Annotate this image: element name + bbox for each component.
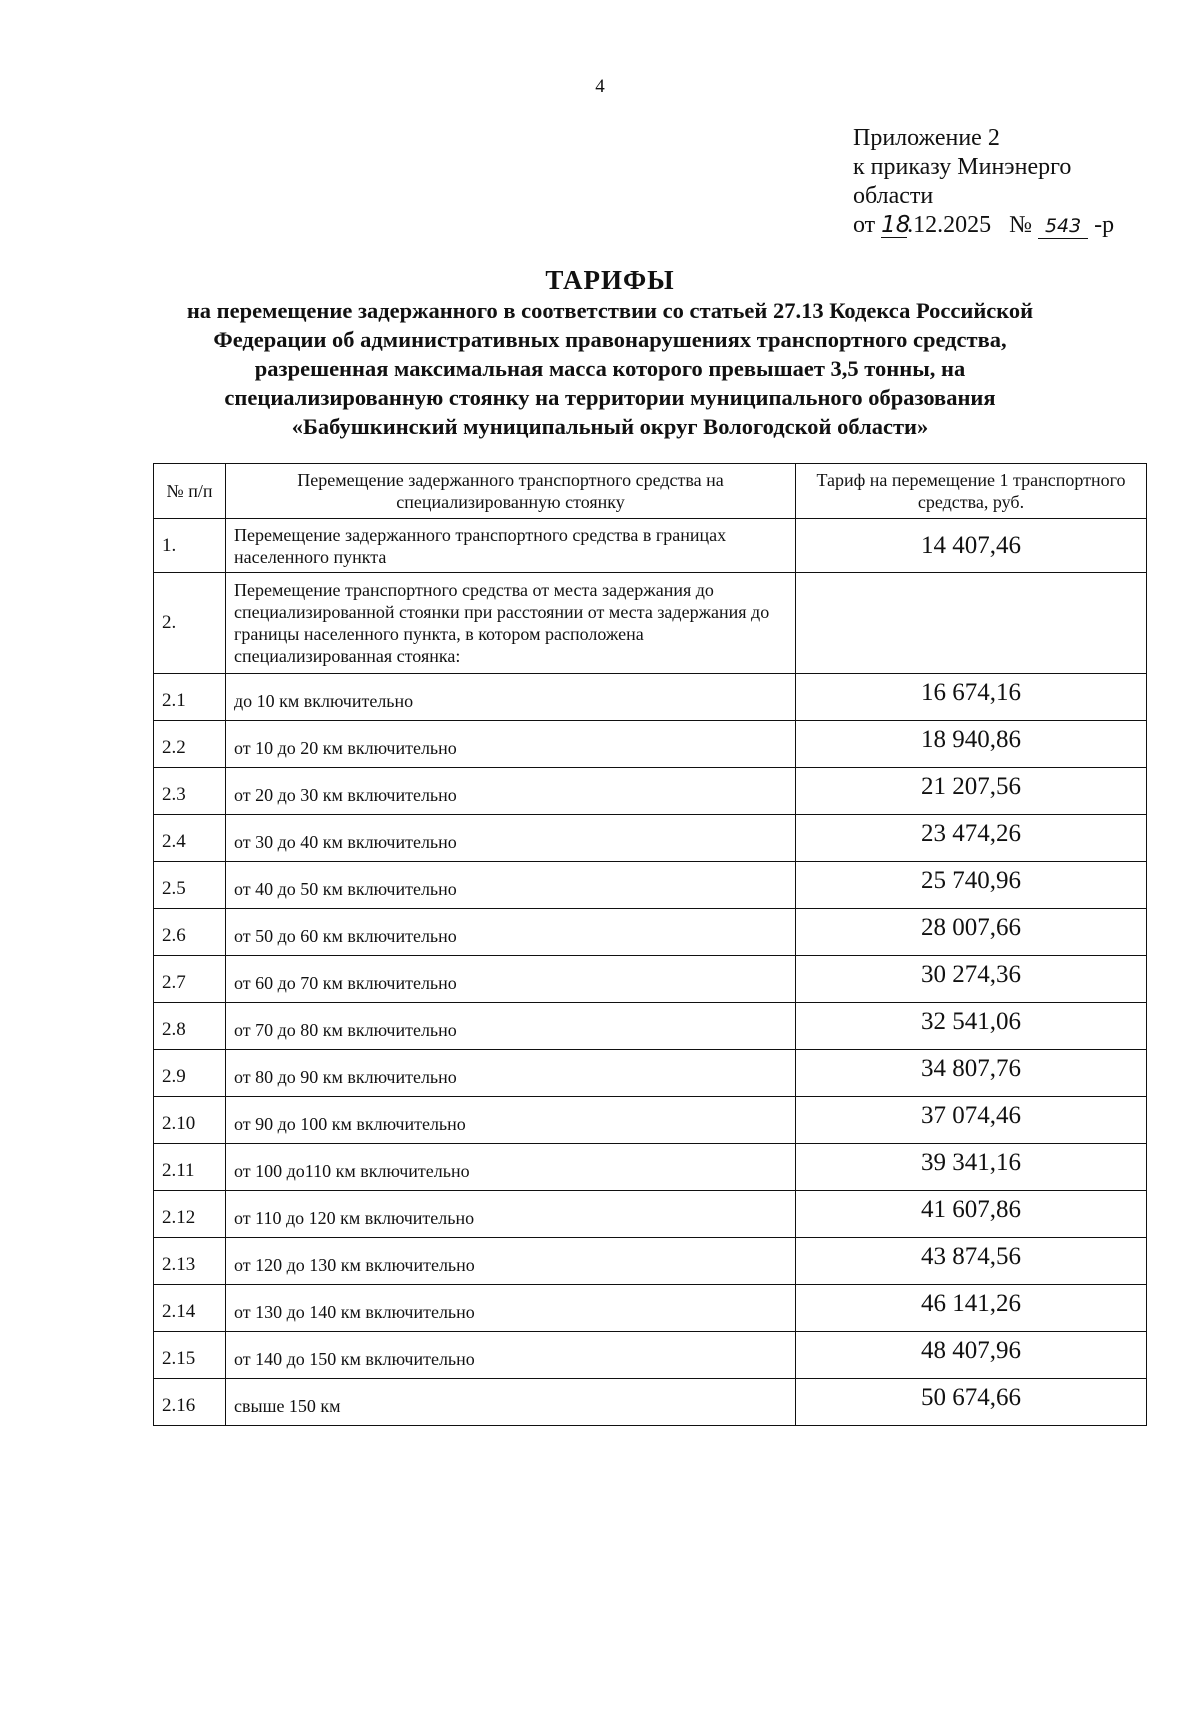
row-description: от 70 до 80 км включительно (226, 1003, 796, 1050)
appendix-line-3: области (853, 183, 934, 209)
subtitle-line: «Бабушкинский муниципальный округ Вологодской области» (291, 414, 929, 439)
row-tariff: 28 007,66 (796, 909, 1147, 956)
row-tariff: 14 407,46 (796, 519, 1147, 573)
row-tariff: 43 874,56 (796, 1238, 1147, 1285)
row-num: 1. (154, 519, 226, 573)
row-num: 2.15 (154, 1332, 226, 1379)
row-description: от 110 до 120 км включительно (226, 1191, 796, 1238)
row-num: 2.14 (154, 1285, 226, 1332)
table-row (154, 1144, 1147, 1191)
row-num: 2. (154, 573, 226, 674)
row-num: 2.3 (154, 768, 226, 815)
table-header-row (154, 464, 1147, 519)
table-row (154, 1285, 1147, 1332)
row-tariff: 50 674,66 (796, 1379, 1147, 1426)
row-description: от 20 до 30 км включительно (226, 768, 796, 815)
date-day-handwritten: 18 (881, 212, 911, 238)
table-row (154, 909, 1147, 956)
subtitle-line: Федерации об административных правонарушениях транспортного средства, (213, 327, 1007, 352)
row-description: от 100 до110 км включительно (226, 1144, 796, 1191)
row-num: 2.8 (154, 1003, 226, 1050)
row-tariff: 34 807,76 (796, 1050, 1147, 1097)
date-rest: .12.2025 (907, 212, 992, 238)
row-num: 2.12 (154, 1191, 226, 1238)
row-num: 2.4 (154, 815, 226, 862)
row-tariff: 48 407,96 (796, 1332, 1147, 1379)
order-number-handwritten: 543 (1038, 214, 1088, 239)
table-row (154, 1332, 1147, 1379)
table-row (154, 862, 1147, 909)
tariffs-table (153, 463, 1147, 1426)
row-tariff (796, 573, 1147, 674)
row-num: 2.2 (154, 721, 226, 768)
row-num: 2.5 (154, 862, 226, 909)
row-description: от 80 до 90 км включительно (226, 1050, 796, 1097)
table-row (154, 956, 1147, 1003)
row-description: от 130 до 140 км включительно (226, 1285, 796, 1332)
row-tariff: 39 341,16 (796, 1144, 1147, 1191)
number-suffix: -р (1094, 212, 1115, 238)
row-tariff: 46 141,26 (796, 1285, 1147, 1332)
row-tariff: 21 207,56 (796, 768, 1147, 815)
row-description: Перемещение транспортного средства от места задержания до специализированной стоянки при расстоянии от места задержания до границы населенного пункта, в котором расположена специализированная стоянка: (226, 573, 796, 674)
appendix-line-1: Приложение 2 (853, 125, 1000, 151)
table-row (154, 674, 1147, 721)
row-description: от 40 до 50 км включительно (226, 862, 796, 909)
row-description: от 30 до 40 км включительно (226, 815, 796, 862)
row-num: 2.7 (154, 956, 226, 1003)
row-num: 2.10 (154, 1097, 226, 1144)
subtitle-line: специализированную стоянку на территории муниципального образования (224, 385, 996, 410)
row-description: свыше 150 км (226, 1379, 796, 1426)
appendix-date-line (853, 211, 1114, 240)
row-tariff: 16 674,16 (796, 674, 1147, 721)
table-row (154, 519, 1147, 573)
table-row (154, 1097, 1147, 1144)
table-row (154, 1379, 1147, 1426)
table-row (154, 1191, 1147, 1238)
table-row (154, 815, 1147, 862)
table-row (154, 721, 1147, 768)
document-subtitle (110, 296, 1110, 441)
table-row (154, 573, 1147, 674)
row-num: 2.1 (154, 674, 226, 721)
table-row (154, 1050, 1147, 1097)
row-tariff: 41 607,86 (796, 1191, 1147, 1238)
header-description: Перемещение задержанного транспортного средства на специализированную стоянку (226, 464, 796, 519)
row-description: от 120 до 130 км включительно (226, 1238, 796, 1285)
row-description: до 10 км включительно (226, 674, 796, 721)
row-tariff: 30 274,36 (796, 956, 1147, 1003)
row-num: 2.6 (154, 909, 226, 956)
row-description: от 90 до 100 км включительно (226, 1097, 796, 1144)
row-description: от 140 до 150 км включительно (226, 1332, 796, 1379)
date-prefix: от (853, 212, 876, 238)
document-title: ТАРИФЫ (545, 265, 675, 295)
row-num: 2.13 (154, 1238, 226, 1285)
row-tariff: 37 074,46 (796, 1097, 1147, 1144)
table-row (154, 1003, 1147, 1050)
row-num: 2.16 (154, 1379, 226, 1426)
row-tariff: 18 940,86 (796, 721, 1147, 768)
appendix-line-2: к приказу Минэнерго (853, 154, 1072, 180)
row-num: 2.11 (154, 1144, 226, 1191)
row-tariff: 32 541,06 (796, 1003, 1147, 1050)
header-num: № п/п (154, 464, 226, 519)
appendix-block (853, 124, 1114, 240)
header-tariff: Тариф на перемещение 1 транспортного средства, руб. (796, 464, 1147, 519)
subtitle-line: на перемещение задержанного в соответствии со статьей 27.13 Кодекса Российской (186, 298, 1034, 323)
table-row (154, 1238, 1147, 1285)
row-num: 2.9 (154, 1050, 226, 1097)
row-tariff: 23 474,26 (796, 815, 1147, 862)
row-description: от 60 до 70 км включительно (226, 956, 796, 1003)
row-tariff: 25 740,96 (796, 862, 1147, 909)
row-description: Перемещение задержанного транспортного средства в границах населенного пункта (226, 519, 796, 573)
row-description: от 10 до 20 км включительно (226, 721, 796, 768)
row-description: от 50 до 60 км включительно (226, 909, 796, 956)
table-row (154, 768, 1147, 815)
subtitle-line: разрешенная максимальная масса которого превышает 3,5 тонны, на (254, 356, 966, 381)
page-number: 4 (595, 76, 605, 97)
document-heading (110, 264, 1110, 441)
number-prefix: № (1009, 212, 1033, 238)
